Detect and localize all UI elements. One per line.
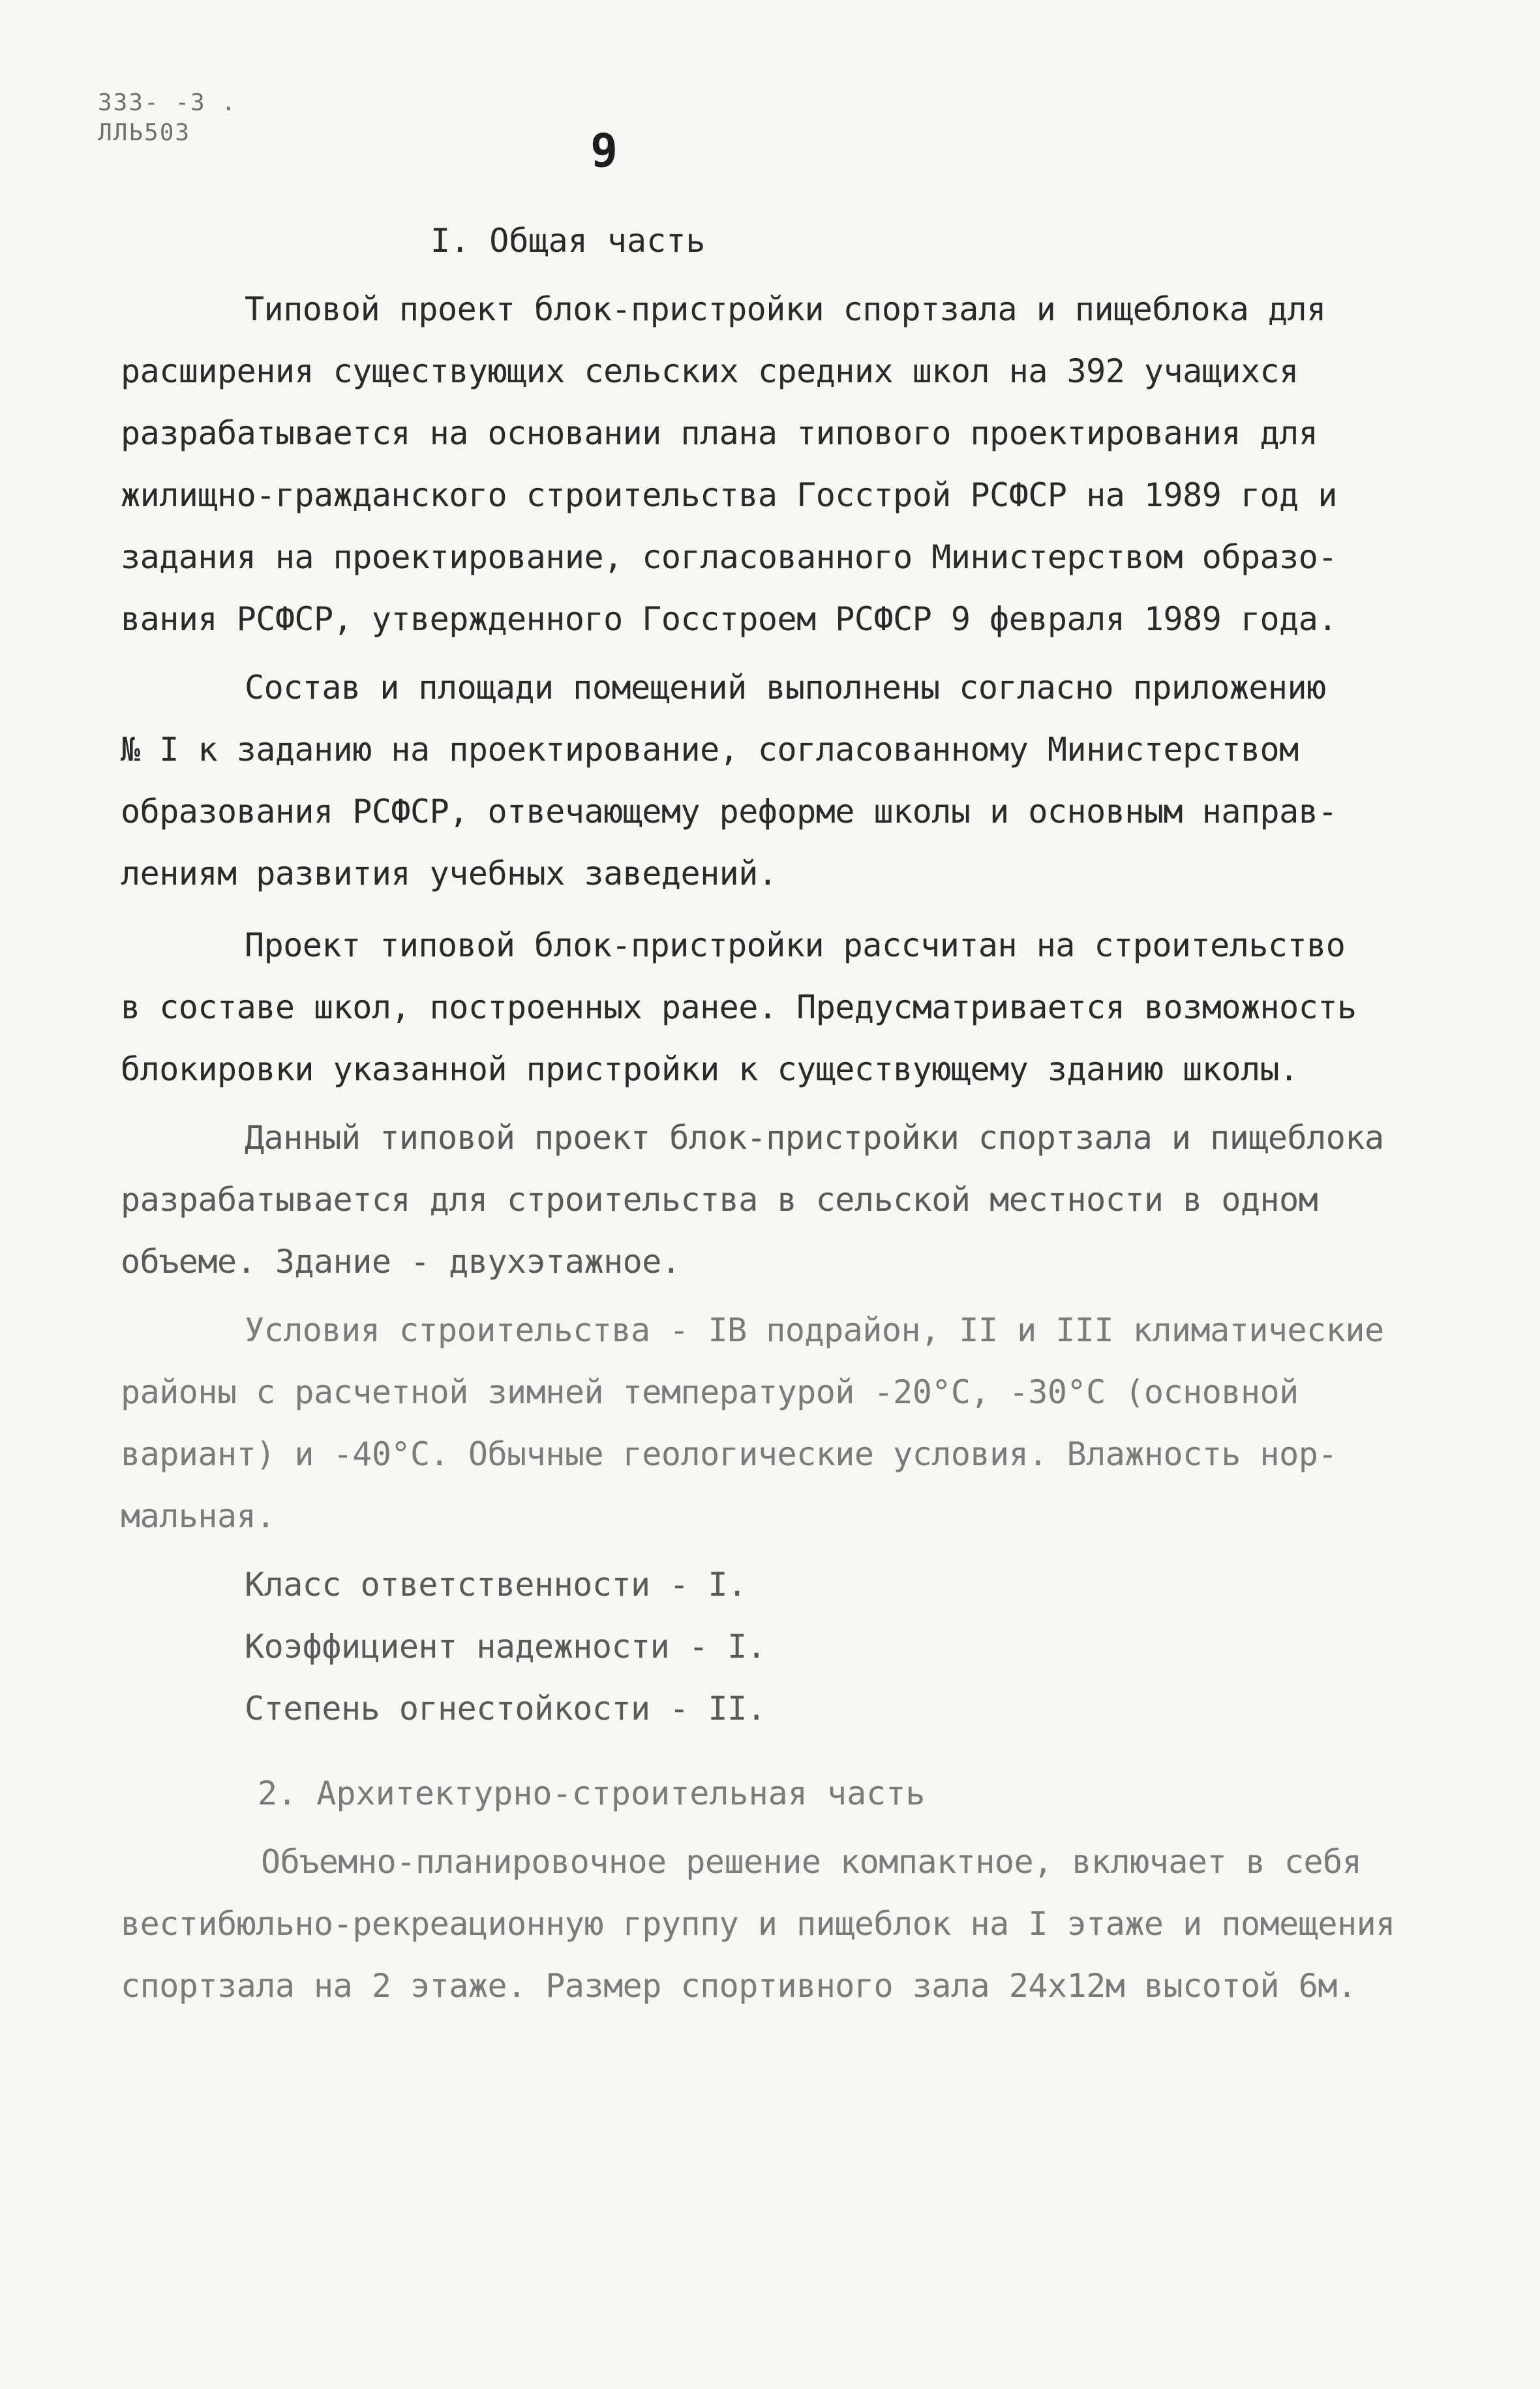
text-line: расширения существующих сельских средних школ на 392 учащихся bbox=[121, 352, 1299, 390]
text-line: вестибюльно-рекреационную группу и пищеблок на I этаже и помещения bbox=[121, 1905, 1395, 1943]
text-line: вания РСФСР, утвержденного Госстроем РСФСР 9 февраля 1989 года. bbox=[121, 600, 1337, 638]
text-line: в составе школ, построенных ранее. Предусматривается возможность bbox=[121, 988, 1357, 1026]
text-line: № I к заданию на проектирование, согласованному Министерством bbox=[121, 731, 1299, 768]
section-2-title: 2. Архитектурно-строительная часть bbox=[258, 1774, 926, 1812]
text-line: блокировки указанной пристройки к существующему зданию школы. bbox=[121, 1050, 1299, 1088]
stamp-line-2: ЛЛЬ503 bbox=[98, 119, 191, 146]
text-line: образования РСФСР, отвечающему реформе школы и основным направ- bbox=[121, 793, 1337, 830]
archive-stamp bbox=[98, 88, 237, 148]
text-line: Типовой проект блок-пристройки спортзала и пищеблока для bbox=[245, 290, 1326, 328]
text-line: задания на проектирование, согласованного Министерством образо- bbox=[121, 538, 1337, 576]
text-line: Объемно-планировочное решение компактное, включает в себя bbox=[261, 1843, 1362, 1881]
section-1-title: I. Общая часть bbox=[430, 222, 706, 260]
text-line: спортзала на 2 этаже. Размер спортивного зала 24x12м высотой 6м. bbox=[121, 1967, 1357, 2005]
text-line: Данный типовой проект блок-пристройки спортзала и пищеблока bbox=[245, 1119, 1384, 1157]
text-line: лениям развития учебных заведений. bbox=[121, 855, 778, 892]
text-line: районы с расчетной зимней температурой -20°С, -30°С (основной bbox=[121, 1373, 1299, 1411]
text-line: объеме. Здание - двухэтажное. bbox=[121, 1243, 681, 1281]
text-line: Проект типовой блок-пристройки рассчитан на строительство bbox=[245, 926, 1346, 964]
text-line: Степень огнестойкости - II. bbox=[245, 1690, 766, 1727]
text-line: мальная. bbox=[121, 1497, 275, 1535]
text-line: Коэффициент надежности - I. bbox=[245, 1628, 766, 1666]
text-line: Класс ответственности - I. bbox=[245, 1566, 747, 1604]
text-line: вариант) и -40°С. Обычные геологические условия. Влажность нор- bbox=[121, 1435, 1337, 1473]
text-line: Условия строительства - IВ подрайон, II и III климатические bbox=[245, 1311, 1384, 1349]
text-line: разрабатывается для строительства в сельской местности в одном bbox=[121, 1181, 1318, 1219]
text-line: жилищно-гражданского строительства Госстрой РСФСР на 1989 год и bbox=[121, 476, 1337, 514]
stamp-line-1: 333- -3 . bbox=[98, 89, 237, 116]
text-line: Состав и площади помещений выполнены согласно приложению bbox=[245, 669, 1326, 707]
page-number: 9 bbox=[590, 124, 618, 177]
text-line: разрабатывается на основании плана типового проектирования для bbox=[121, 414, 1318, 452]
